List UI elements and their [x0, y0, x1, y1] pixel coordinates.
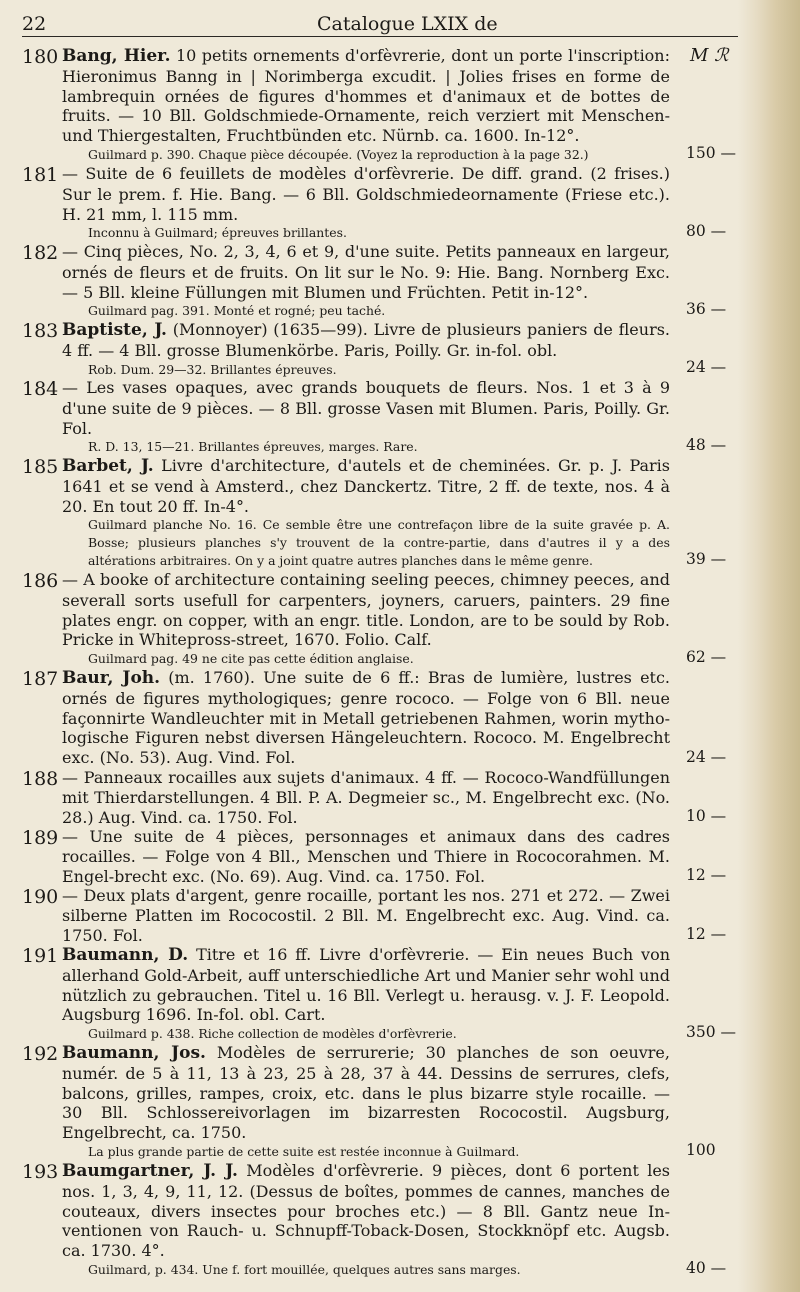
entry-text: — Cinq pièces, No. 2, 3, 4, 6 et 9, d'une suite. Petits panneaux en largeur, ornés de fleurs et de fruits. On lit sur le No. 9: Hie. Bang. Nornberg Exc. — 5 Bll. kleine Füllungen mit Blumen und Früchten. Petit in-12°.	[62, 242, 670, 302]
entry-text: — Les vases opaques, avec grands bouquets de fleurs. Nos. 1 et 3 à 9 d'une suite de 9 pièces. — 8 Bll. grosse Vasen mit Blumen. Paris, Poilly. Gr. Fol.	[62, 378, 670, 438]
entry-number: 182	[22, 242, 59, 264]
entry-price: 12 —	[686, 866, 727, 884]
page-title: Catalogue LXIX de	[317, 13, 498, 35]
entry-number: 181	[22, 164, 59, 186]
entry-price: 24 —	[686, 358, 727, 376]
entry-note: Guilmard p. 390. Chaque pièce découpée. (Voyez la reproduction à la page 32.)	[88, 146, 589, 162]
entry-price: 48 —	[686, 436, 727, 454]
entry-text: — Panneaux rocailles aux sujets d'animaux. 4 ff. — Rococo-Wandfüllungen mit Thierdarstellungen. 4 Bll. P. A. Degmeier sc., M. Engelbrecht exc. (No. 28.) Aug. Vind. ca. 1750. Fol.	[62, 768, 670, 827]
entry-price: 39 —	[686, 550, 727, 568]
entry-number: 183	[22, 320, 59, 342]
entry-note: Inconnu à Guilmard; épreuves brillantes.	[88, 225, 347, 241]
entry-number: 186	[22, 570, 59, 592]
entry-note: Guilmard pag. 49 ne cite pas cette édition anglaise.	[88, 651, 414, 666]
entry-number: 192	[22, 1043, 59, 1065]
entry-text: — Suite de 6 feuillets de modèles d'orfèvrerie. De diff. grand. (2 frises.) Sur le prem. f. Hie. Bang. — 6 Bll. Goldschmiedeornamente (Friese etc.). H. 21 mm, l. 115 mm.	[62, 164, 670, 224]
entry-number: 187	[22, 668, 59, 690]
entry-note: Guilmard p. 438. Riche collection de modèles d'orfèvrerie.	[88, 1026, 457, 1041]
entry-text: Livre d'architecture, d'autels et de cheminées. Gr. p. J. Paris 1641 et se vend à Amsterd., chez Danckertz. Titre, 2 ff. de texte, nos. 4 à 20. En tout 20 ff. In-4°.	[62, 456, 670, 516]
entry-price: 10 —	[686, 807, 727, 825]
price-column-mark: M ℛ	[690, 45, 729, 66]
entry-name: Baptiste, J.	[62, 320, 167, 340]
entry-price: 40 —	[686, 1259, 727, 1277]
page-edge	[738, 0, 800, 1292]
entry-note: Guilmard, p. 434. Une f. fort mouillée, quelques autres sans marges.	[88, 1261, 521, 1277]
entry-number: 191	[22, 945, 59, 967]
entry-text: Modèles d'orfèvrerie. 9 pièces, dont 6 portent les nos. 1, 3, 4, 9, 11, 12. (Dessus de boîtes, pommes de cannes, manches de couteaux, divers insectes pour broches etc.) — 8 Bll. Gantz neue In-ventionen von Rauch- u. Schnupff-Toback-Dosen, Stockknöpf etc. Augsb. ca. 1730. 4°.	[62, 1161, 670, 1260]
entry-price: 150 —	[686, 144, 737, 162]
page-number: 22	[22, 13, 47, 35]
entry-number: 188	[22, 768, 59, 790]
entry-name: Baumann, D.	[62, 945, 189, 965]
entry-number: 189	[22, 827, 59, 849]
entry-price: 62 —	[686, 648, 727, 666]
entry-text: Titre et 16 ff. Livre d'orfèvrerie. — Ein neues Buch von allerhand Gold-Arbeit, auff unterschiedliche Art und Manier sehr wohl und nützlich zu gebrauchen. Titel u. 16 Bll. Verlegt u. herausg. v. J. F. Leopold. Augsburg 1696. In-fol. obl. Cart.	[62, 945, 671, 1025]
entry-price: 350 —	[686, 1023, 737, 1041]
entry-number: 190	[22, 886, 59, 908]
entry-note: Rob. Dum. 29—32. Brillantes épreuves.	[88, 361, 337, 377]
entry-price: 12 —	[686, 925, 727, 943]
entry-text: (m. 1760). Une suite de 6 ff.: Bras de lumière, lustres etc. ornés de figures mythologiques; genre rococo. — Folge von 6 Bll. neue façonnirte Wandleuchter mit in Metall getriebenen Rahmen, worin mytho-logische Figuren nebst diversen Hängeleuchtern. Rococo. M. Engelbrecht exc. (No. 53). Aug. Vind. Fol.	[62, 668, 670, 767]
entry-name: Baumgartner, J. J.	[62, 1161, 238, 1181]
entry-number: 193	[22, 1161, 59, 1183]
entry-text: 10 petits ornements d'orfèvrerie, dont un porte l'inscription: Hieronimus Banng in | Norimberga excudit. | Jolies frises en forme de lambrequin ornées de figures d'hommes et d'animaux et de bottes de fruits. — 10 Bll. Goldschmiede-Ornamente, reich verziert mit Menschen- und Thiergestalten, Fruchtbünden etc. Nürnb. ca. 1600. In-12°.	[62, 46, 670, 145]
entry-name: Barbet, J.	[62, 456, 154, 476]
entry-note: Guilmard pag. 391. Monté et rogné; peu taché.	[88, 303, 386, 319]
entry-price: 80 —	[686, 222, 727, 240]
entry-name: Baur, Joh.	[62, 668, 161, 688]
entry-text: — A booke of architecture containing seeling peeces, chimney peeces, and severall sorts usefull for carpenters, joyners, caruers, painters. 29 fine plates engr. on copper, with an engr. title. London, are to be sould by Rob. Pricke in Whitepross-street, 1670. Folio. Calf.	[62, 570, 670, 650]
entry-note: La plus grande partie de cette suite est restée inconnue à Guilmard.	[88, 1143, 520, 1159]
entry-name: Baumann, Jos.	[62, 1043, 206, 1063]
entry-text: — Une suite de 4 pièces, personnages et animaux dans des cadres rocailles. — Folge von 4 Bll., Menschen und Thiere in Rococorahmen. M. Engel-brecht exc. (No. 69). Aug. Vind. ca. 1750. Fol.	[62, 827, 670, 886]
entry-number: 180	[22, 46, 59, 68]
entry-price: 36 —	[686, 300, 727, 318]
entry-note: R. D. 13, 15—21. Brillantes épreuves, marges. Rare.	[88, 439, 418, 455]
entry-price: 24 —	[686, 748, 727, 766]
entry-number: 184	[22, 378, 59, 400]
entry-price: 100	[686, 1141, 716, 1159]
entry-note: Guilmard planche No. 16. Ce semble être une contrefaçon libre de la suite gravée p. A. Bosse; plusieurs planches s'y trouvent de la contre-partie, dans d'autres il y a des altérations arbitraires. On y a joint quatre autres planches dans le même genre.	[88, 517, 670, 568]
entry-text: Modèles de serrurerie; 30 planches de son oeuvre, numér. de 5 à 11, 13 à 23, 25 à 28, 37 à 44. Dessins de serrures, clefs, balcons, grilles, rampes, croix, etc. dans le plus bizarre style rocaille. — 30 Bll. Schlossereivorlagen im bizarresten Rococostil. Augsburg, Engelbrecht, ca. 1750.	[62, 1043, 670, 1142]
entry-text: — Deux plats d'argent, genre rocaille, portant les nos. 271 et 272. — Zwei silberne Platten im Rococostil. 2 Bll. M. Engelbrecht exc. Aug. Vind. ca. 1750. Fol.	[62, 886, 670, 945]
entry-text: (Monnoyer) (1635—99). Livre de plusieurs paniers de fleurs. 4 ff. — 4 Bll. grosse Blumenkörbe. Paris, Poilly. Gr. in-fol. obl.	[62, 320, 670, 360]
entry-name: Bang, Hier.	[62, 46, 171, 66]
page-header	[22, 10, 738, 37]
entry-number: 185	[22, 456, 59, 478]
